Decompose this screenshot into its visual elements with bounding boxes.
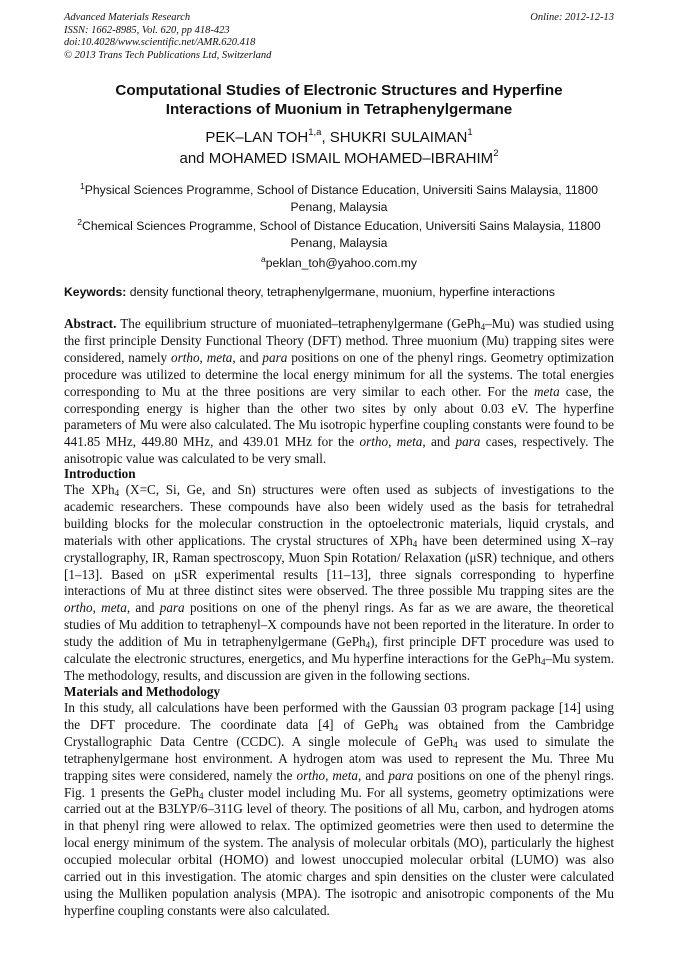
keywords-text: density functional theory, tetraphenylgermane, muonium, hyperfine interactions [126, 285, 555, 299]
online-date: Online: 2012-12-13 [530, 12, 614, 23]
abstract-text: , [199, 349, 207, 365]
author-superscript: 2 [493, 148, 499, 159]
author-list [64, 127, 614, 169]
italic-term: meta [101, 600, 127, 616]
doi: doi:10.4028/www.scientific.net/AMR.620.418 [64, 37, 256, 48]
author-separator: , [321, 129, 330, 146]
abstract-text: , and [422, 434, 456, 450]
author-line-1 [64, 127, 614, 148]
italic-term: meta [332, 767, 359, 783]
journal-name: Advanced Materials Research [64, 12, 191, 23]
subscript: 4 [453, 739, 458, 750]
keywords [64, 284, 624, 300]
copyright: © 2013 Trans Tech Publications Ltd, Switzerland [64, 49, 272, 61]
subscript: 4 [198, 790, 204, 801]
intro-text: , [92, 600, 102, 616]
email-superscript: a [261, 254, 266, 264]
author-email [64, 255, 614, 272]
abstract [64, 316, 614, 468]
subscript: 4 [540, 657, 546, 668]
methods-text: , [325, 767, 333, 783]
issn: ISSN: 1662-8985, Vol. 620, pp 418-423 [64, 24, 230, 36]
intro-text: The XPh [64, 482, 115, 497]
intro-text: (X=C, Si, Ge, and Sn) structures were often used as subjects of investigations to the academic researchers. These compounds have also been widely used as the basis for tetrahedral building blocks for the molecular construction in the optoelectronic materials, liquid crystals, and materials with other applications. The crystal structures of XPh [64, 482, 614, 548]
italic-term: para [262, 349, 288, 365]
author-superscript: 1,a [308, 127, 322, 138]
italic-term: meta [206, 349, 233, 365]
intro-text: ), first principle DFT procedure was used to calculate the electronic structures, energetics, and Mu hyperfine interactions for the GePh [64, 634, 614, 667]
methods-text: In this study, all calculations have been performed with the Gaussian 03 program package [14] using the DFT procedure. The coordinate data [4] of GePh [64, 700, 614, 732]
intro-text: positions on one of the phenyl rings. As far as we are aware, the theoretical studies of Mu addition to tetraphenyl–X compounds have not been reported in the literature. In order to study the addition of Mu in tetraphenylgermane (GePh [64, 600, 615, 650]
italic-term: ortho [359, 434, 389, 450]
italic-term: para [455, 434, 481, 450]
abstract-text: case, the corresponding energy is higher than the other two sites by only about 0.03 eV. The hyperfine parameters of Mu were also calculated. The Mu isotropic hyperfine coupling constants were found to be 441.85 MHz, 449.80 MHz, and 439.01 MHz for the [64, 383, 615, 450]
introduction-body [64, 482, 614, 685]
abstract-text: cases, respectively. The anisotropic value was calculated to be very small. [64, 434, 615, 467]
author-name: MOHAMED ISMAIL MOHAMED–IBRAHIM [208, 150, 494, 167]
italic-term: para [159, 600, 185, 616]
author-name: SHUKRI SULAIMAN [329, 129, 468, 146]
journal-header [64, 12, 271, 62]
italic-term: meta [396, 434, 423, 450]
methods-body [64, 700, 614, 920]
abstract-text: , and [232, 349, 263, 365]
methods-text: positions on one of the phenyl rings. Fig. 1 presents the GePh [64, 767, 614, 800]
introduction-heading: Introduction [64, 466, 136, 481]
subscript: 4 [365, 640, 371, 651]
paper-title [64, 81, 614, 119]
author-name: PEK–LAN TOH [205, 129, 309, 146]
italic-term: ortho [64, 600, 93, 616]
italic-term: para [388, 767, 414, 783]
subscript: 4 [114, 488, 120, 498]
intro-text: –Mu system. The methodology, results, and discussion are given in the following sections. [64, 651, 614, 683]
methods-text: was obtained from the Cambridge Crystallographic Data Centre (CCDC). A single molecule of GePh [64, 716, 614, 749]
abstract-text: –Mu) was studied using the first principle Density Functional Theory (DFT) method. Three muonium (Mu) trapping sites were considered, namely [64, 316, 614, 365]
subscript: 4 [393, 722, 399, 733]
subscript: 4 [412, 538, 418, 549]
affiliation-1 [64, 182, 614, 215]
italic-term: ortho [296, 767, 326, 783]
title-line-1: Computational Studies of Electronic Structures and Hyperfine [115, 82, 563, 99]
italic-term: meta [534, 383, 560, 399]
intro-text: , and [126, 600, 160, 616]
abstract-text: The equilibrium structure of muoniated–tetraphenylgermane (GePh [116, 316, 481, 331]
keywords-label: Keywords: [64, 285, 127, 299]
subscript: 4 [480, 322, 486, 332]
author-superscript: 1 [467, 127, 473, 138]
affiliation-superscript: 1 [80, 181, 85, 191]
email-text: peklan_toh@yahoo.com.my [265, 256, 417, 270]
methods-text: , and [358, 767, 389, 783]
methods-text: cluster model including Mu. For all systems, geometry optimizations were carried out at the B3LYP/6–311G level of theory. The positions of all Mu, carbon, and hydrogen atoms in that phenyl ring were allowed to relax. The optimized geometries were then used to determine the local energy minimum of the system. The analysis of molecular orbitals (MO), particularly the highest occupied molecular orbital (HOMO) and lowest unoccupied molecular orbital (LUMO) was also carried out in this investigation. The atomic charges and spin densities on the cluster were calculated using the Mulliken population analysis (MPA). The isotropic and anisotropic components of the Mu hyperfine coupling constants were also calculated. [64, 784, 614, 918]
title-line-2: Interactions of Muonium in Tetraphenylgermane [165, 101, 513, 118]
affiliation-text: Chemical Sciences Programme, School of Distance Education, Universiti Sains Malaysia, 11800 Penang, Malaysia [82, 219, 601, 250]
affiliation-superscript: 2 [77, 217, 83, 227]
affiliation-text: Physical Sciences Programme, School of Distance Education, Universiti Sains Malaysia, 11800 Penang, Malaysia [84, 183, 598, 214]
abstract-label: Abstract. [64, 316, 117, 331]
intro-text: have been determined using X–ray crystallography, IR, Raman spectroscopy, Muon Spin Rotation/ Relaxation (μSR) technique, and others [1–13]. Based on μSR experimental results [11–13], three signals corresponding to hyperfine interactions of Mu at three distinct sites were observed. The three possible Mu trapping sites are the [64, 532, 614, 599]
abstract-text: , [388, 434, 397, 450]
methods-text: was used to simulate the tetraphenylgermane host environment. A hydrogen atom was used to represent the Mu. Three Mu trapping sites were considered, namely the [64, 733, 615, 783]
author-conjunction: and [179, 150, 209, 167]
author-line-2 [64, 148, 614, 169]
abstract-text: positions on one of the phenyl rings. Geometry optimization procedure was utilized to determine the local energy minimum for all the systems. The total energies corresponding to Mu at the three positions are very similar to each other. For the [64, 349, 614, 399]
italic-term: ortho [170, 349, 200, 365]
affiliation-2 [64, 218, 614, 251]
methods-heading: Materials and Methodology [64, 684, 221, 699]
